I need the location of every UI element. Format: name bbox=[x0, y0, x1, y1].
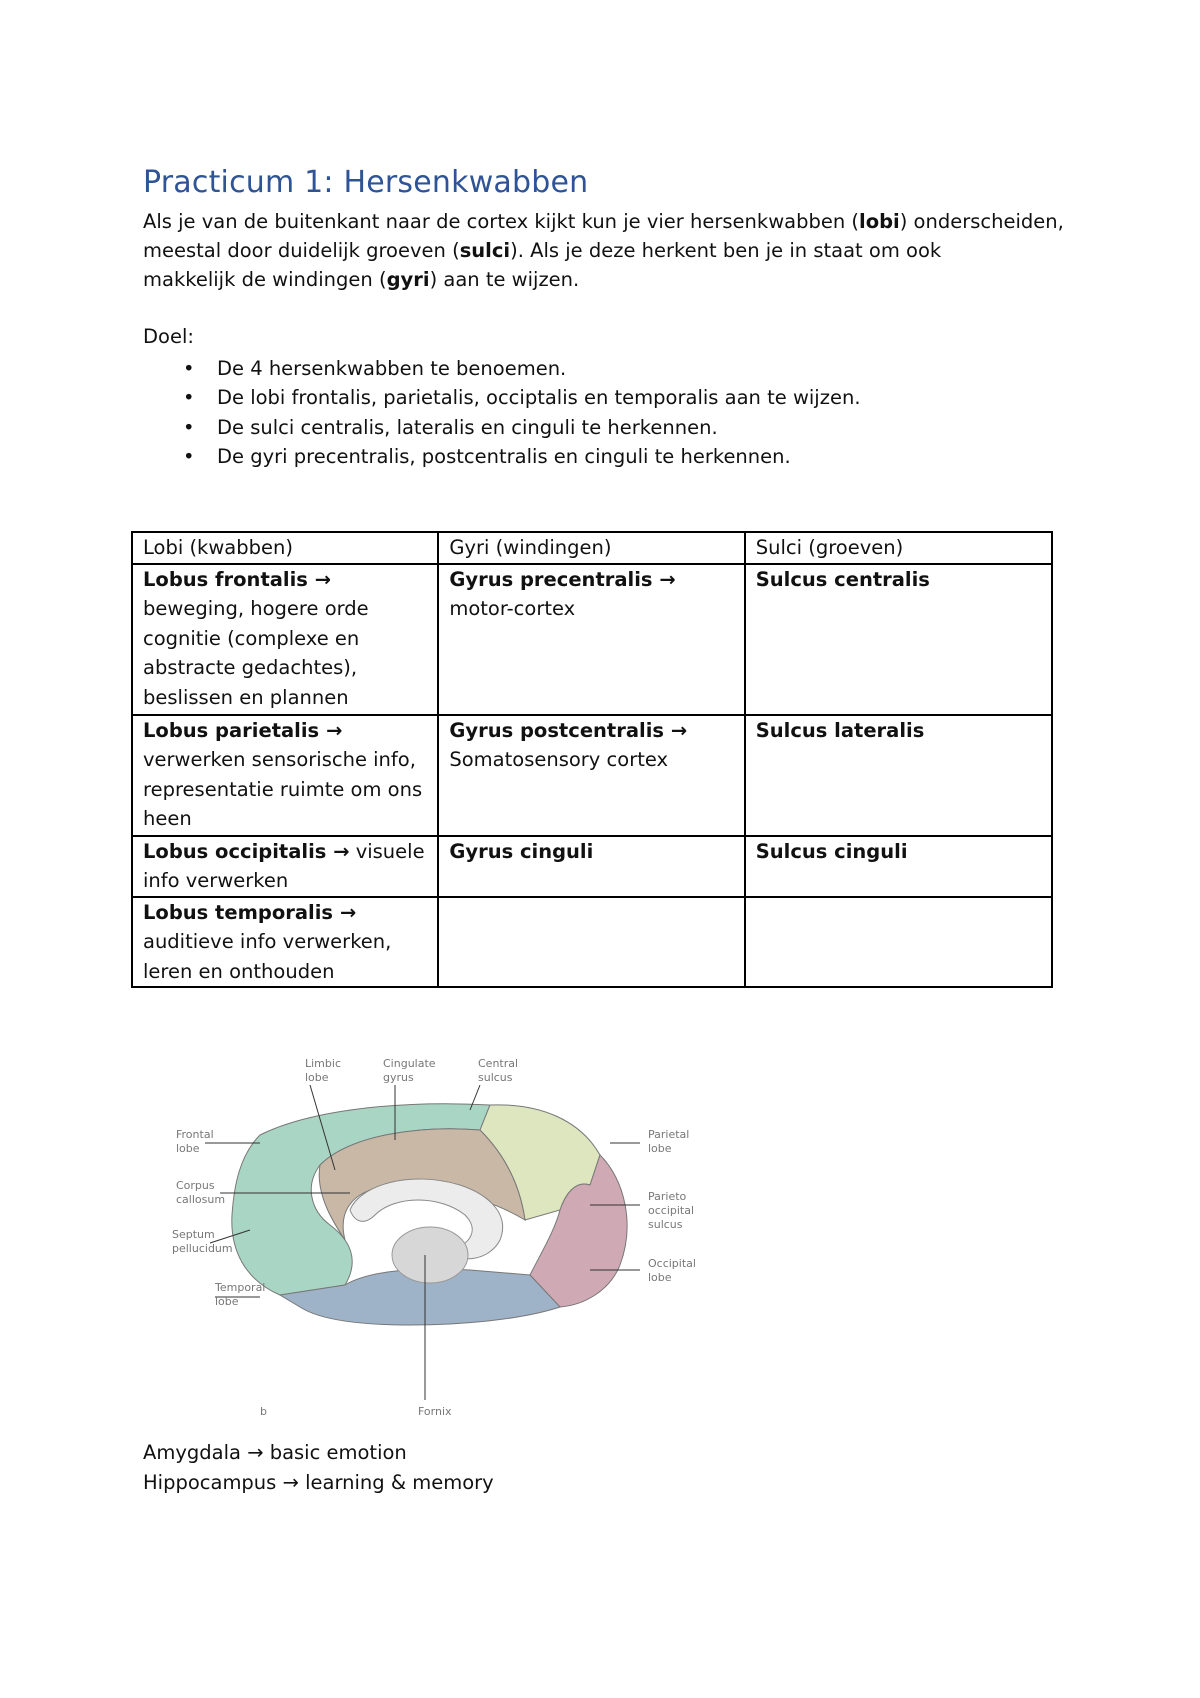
label-temporal-lobe: Temporal bbox=[215, 1281, 266, 1294]
label-occipital-lobe: Occipital bbox=[648, 1257, 696, 1270]
intro-line3: makkelijk de windingen (gyri) aan te wijzen. bbox=[143, 268, 580, 291]
note-hippocampus: Hippocampus → learning & memory bbox=[143, 1470, 494, 1494]
gyrus-cell bbox=[438, 897, 744, 988]
label-central-sulcus: sulcus bbox=[478, 1071, 513, 1084]
goal-item: • De 4 hersenkwabben te benoemen. bbox=[143, 354, 861, 383]
label-cingulate-gyrus: gyrus bbox=[383, 1071, 414, 1084]
intro-line1: Als je van de buitenkant naar de cortex kijkt kun je vier hersenkwabben (lobi) onderscheiden, bbox=[143, 210, 1064, 233]
label-limbic-lobe: Limbic bbox=[305, 1057, 341, 1070]
intro-line2: meestal door duidelijk groeven (sulci). Als je deze herkent ben je in staat om ook bbox=[143, 239, 942, 262]
header-gyri: Gyri (windingen) bbox=[438, 532, 744, 564]
label-central-sulcus: Central bbox=[478, 1057, 519, 1070]
sulcus-cell bbox=[745, 897, 1052, 988]
goal-item: • De sulci centralis, lateralis en cinguli te herkennen. bbox=[143, 413, 861, 442]
page-title: Practicum 1: Hersenkwabben bbox=[143, 165, 589, 200]
table-row bbox=[132, 836, 1052, 897]
label-parietal-lobe: Parietal bbox=[648, 1128, 690, 1141]
gyrus-cell: Gyrus precentralis → motor-cortex bbox=[438, 564, 744, 715]
label-frontal-lobe: lobe bbox=[176, 1142, 200, 1155]
brain-illustration bbox=[232, 1104, 627, 1325]
sulcus-cell: Sulcus centralis bbox=[745, 564, 1052, 715]
header-sulci: Sulci (groeven) bbox=[745, 532, 1052, 564]
label-septum-pellucidum: pellucidum bbox=[172, 1242, 233, 1255]
bullet-icon: • bbox=[183, 357, 195, 380]
table-row bbox=[132, 564, 1052, 715]
label-corpus-callosum: callosum bbox=[176, 1193, 226, 1206]
gyrus-cell: Gyrus postcentralis → Somatosensory cortex bbox=[438, 715, 744, 836]
table-row bbox=[132, 715, 1052, 836]
intro-paragraph bbox=[143, 207, 1103, 294]
label-temporal-lobe: lobe bbox=[215, 1295, 239, 1308]
label-corpus-callosum: Corpus bbox=[176, 1179, 215, 1192]
lobe-cell: Lobus occipitalis → visuele info verwerken bbox=[132, 836, 438, 897]
label-parieto-occipital-sulcus: Parieto bbox=[648, 1190, 687, 1203]
label-panel-b: b bbox=[260, 1405, 267, 1418]
gyrus-cell: Gyrus cinguli bbox=[438, 836, 744, 897]
label-parieto-occipital-sulcus: occipital bbox=[648, 1204, 695, 1217]
label-parietal-lobe: lobe bbox=[648, 1142, 672, 1155]
lobe-cell: Lobus parietalis → verwerken sensorische info, representatie ruimte om ons heen bbox=[132, 715, 438, 836]
lobe-cell: Lobus temporalis → auditieve info verwerken, leren en onthouden bbox=[132, 897, 438, 988]
table-header-row bbox=[132, 532, 1052, 564]
label-parieto-occipital-sulcus: sulcus bbox=[648, 1218, 683, 1231]
goals-list bbox=[143, 354, 861, 471]
table-row bbox=[132, 897, 1052, 988]
label-limbic-lobe: lobe bbox=[305, 1071, 329, 1084]
label-septum-pellucidum: Septum bbox=[172, 1228, 215, 1241]
label-frontal-lobe: Frontal bbox=[176, 1128, 214, 1141]
sulcus-cell: Sulcus cinguli bbox=[745, 836, 1052, 897]
thalamus-region bbox=[392, 1227, 468, 1283]
label-cingulate-gyrus: Cingulate bbox=[383, 1057, 436, 1070]
notes-block bbox=[143, 1438, 494, 1497]
goal-item: • De gyri precentralis, postcentralis en cinguli te herkennen. bbox=[143, 442, 861, 471]
goal-item: • De lobi frontalis, parietalis, occiptalis en temporalis aan te wijzen. bbox=[143, 383, 861, 412]
doel-label: Doel: bbox=[143, 325, 194, 348]
label-fornix: Fornix bbox=[418, 1405, 452, 1418]
bullet-icon: • bbox=[183, 415, 195, 439]
label-occipital-lobe: lobe bbox=[648, 1271, 672, 1284]
note-amygdala: Amygdala → basic emotion bbox=[143, 1441, 407, 1464]
lobe-cell: Lobus frontalis → beweging, hogere orde cognitie (complexe en abstracte gedachtes), beslissen en plannen bbox=[132, 564, 438, 715]
bullet-icon: • bbox=[183, 386, 195, 410]
lobi-table bbox=[131, 531, 1053, 988]
bullet-icon: • bbox=[183, 444, 195, 468]
header-lobi: Lobi (kwabben) bbox=[132, 532, 438, 564]
brain-diagram bbox=[160, 1045, 770, 1425]
sulcus-cell: Sulcus lateralis bbox=[745, 715, 1052, 836]
